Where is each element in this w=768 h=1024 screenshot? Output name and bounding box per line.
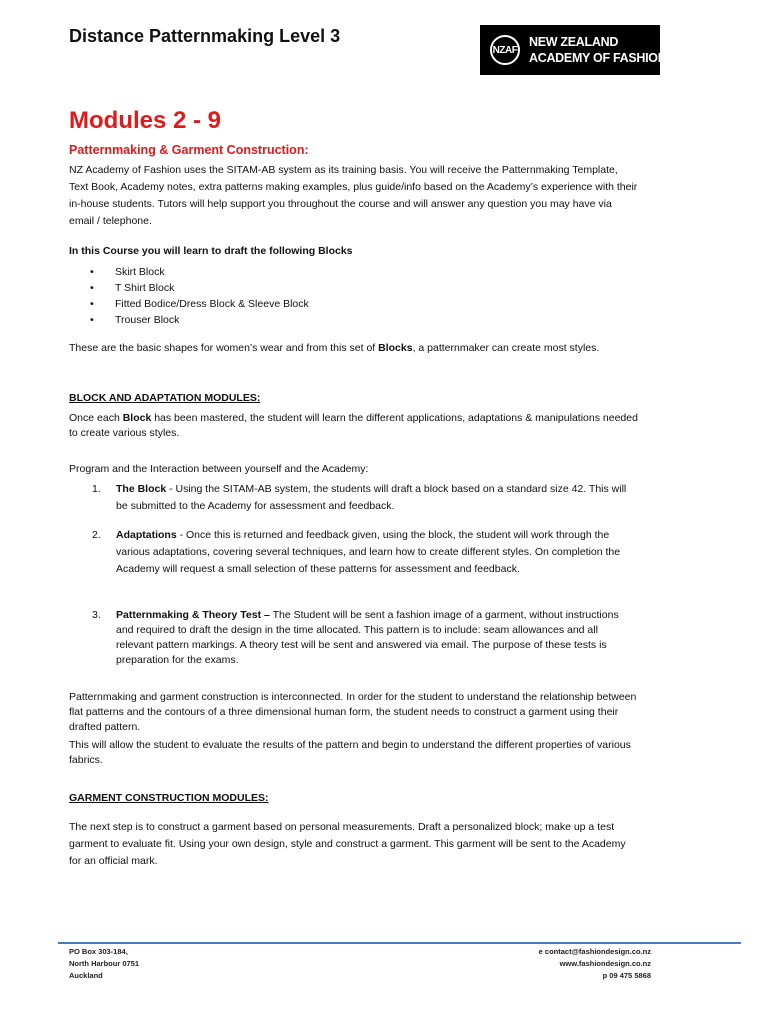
block-adaptation-paragraph: Once each Block has been mastered, the student will learn the different applications, adaptations & manipulations needed to create various styles.	[69, 412, 638, 439]
footer-email[interactable]: e contact@fashiondesign.co.nz	[538, 947, 651, 956]
logo-line-2: ACADEMY OF FASHION	[529, 51, 667, 65]
list-item: • Fitted Bodice/Dress Block & Sleeve Block	[90, 298, 309, 310]
footer-website[interactable]: www.fashiondesign.co.nz	[559, 959, 651, 968]
footer-address: PO Box 303-184, North Harbour 0751 Auckland	[69, 947, 140, 980]
blocks-heading: In this Course you will learn to draft the following Blocks	[69, 245, 353, 257]
list-item: • T Shirt Block	[90, 282, 175, 294]
basic-shapes-paragraph: These are the basic shapes for women’s wear and from this set of Blocks, a patternmaker can create most styles.	[69, 342, 600, 354]
logo-mark: NZAF	[490, 35, 520, 65]
interconnected-paragraph: Patternmaking and garment construction is interconnected. In order for the student to understand the relationship between flat patterns and the contours of a three dimensional human form, the student needs to construct a garment using their drafted pattern.	[69, 691, 637, 733]
block-adaptation-heading: BLOCK AND ADAPTATION MODULES:	[69, 392, 261, 404]
list-item: • Skirt Block	[90, 266, 165, 278]
nzaf-logo	[480, 25, 667, 75]
blocks-list	[90, 264, 309, 328]
garment-construction-heading: GARMENT CONSTRUCTION MODULES:	[69, 792, 269, 804]
garment-construction-paragraph: The next step is to construct a garment based on personal measurements. Draft a personalized block; make up a test garment to evaluate fit. Using your own design, style and construct a garment. This garment will be sent to the Academy for an official mark.	[69, 821, 626, 867]
program-item-2: 2. Adaptations - Once this is returned and feedback given, using the block, the student will work through the various adaptations, covering several techniques, and learn how to create different styles. On completion the Academy will request a small selection of these patterns for assessment and feedback.	[92, 529, 621, 575]
list-item: • Trouser Block	[90, 314, 180, 326]
evaluate-paragraph: This will allow the student to evaluate the results of the pattern and begin to understand the different properties of various fabrics.	[69, 739, 631, 766]
section-subtitle: Patternmaking & Garment Construction:	[69, 143, 309, 157]
modules-title: Modules 2 - 9	[69, 107, 222, 134]
footer-rule	[58, 942, 741, 944]
program-item-3: 3. Patternmaking & Theory Test – The Student will be sent a fashion image of a garment, without instructions and required to draft the design in the time allocated. This pattern is to include: seam allowances and all relevant pattern markings. A theory test will be sent and answered via email. The purpose of these tests is preparation for the exams.	[92, 609, 619, 666]
intro-paragraph: NZ Academy of Fashion uses the SITAM-AB system as its training basis. You will receive the Patternmaking Template, Text Book, Academy notes, extra patterns making examples, plus guide/info based on the Academy’s experience with their in-house students. Tutors will help support you throughout the course and will answer any question you may have via email / telephone.	[69, 164, 638, 227]
logo-line-1: NEW ZEALAND	[529, 35, 619, 49]
document-title: Distance Patternmaking Level 3	[69, 26, 341, 46]
footer-phone: p 09 475 5868	[602, 971, 651, 980]
program-item-1: 1. The Block - Using the SITAM-AB system, the students will draft a block based on a standard size 42. This will be submitted to the Academy for assessment and feedback.	[92, 483, 627, 512]
logo-text	[529, 34, 666, 66]
footer-contact	[539, 946, 651, 982]
program-intro: Program and the Interaction between yourself and the Academy:	[69, 463, 369, 475]
